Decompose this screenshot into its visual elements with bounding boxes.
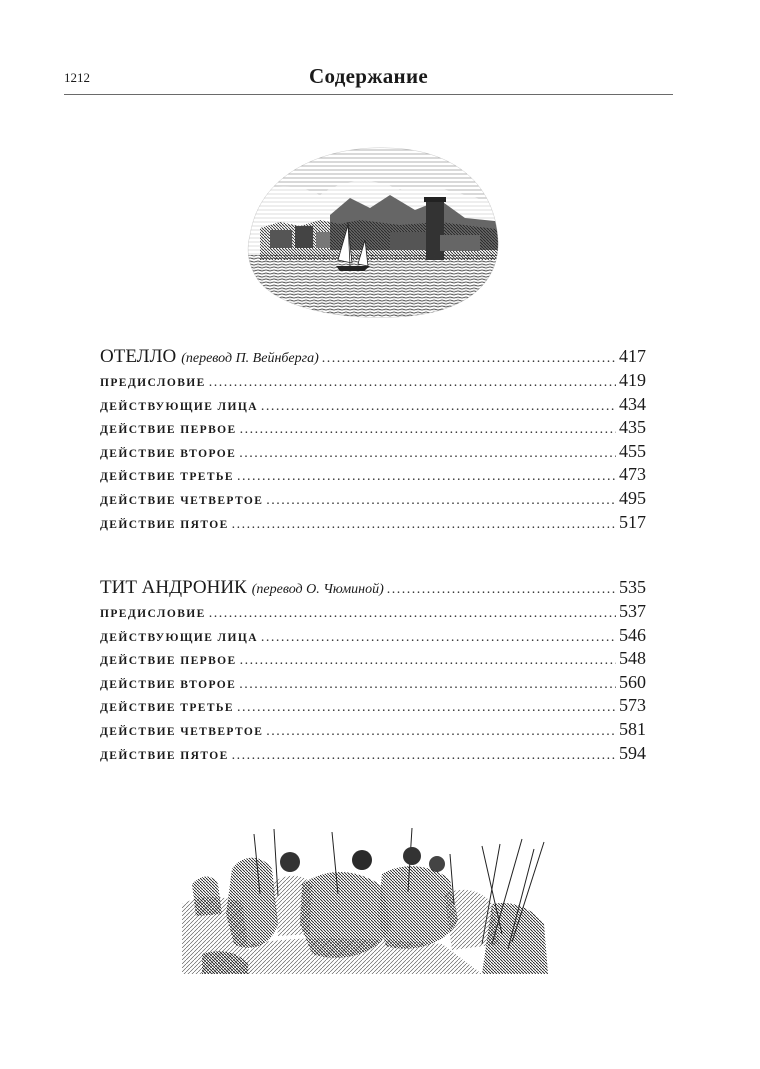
dot-leader xyxy=(387,582,616,598)
page-ref: 417 xyxy=(619,346,646,366)
toc-entry[interactable] xyxy=(100,625,646,649)
page-ref: 573 xyxy=(619,695,646,716)
dot-leader xyxy=(240,653,616,669)
entry-label: ДЕЙСТВИЕ ВТОРОЕ xyxy=(100,447,237,460)
page-ref: 495 xyxy=(619,487,646,508)
dot-leader xyxy=(237,700,616,716)
toc-title-entry[interactable] xyxy=(100,577,646,601)
knights-engraving-image xyxy=(182,824,548,974)
entry-label: ПРЕДИСЛОВИЕ xyxy=(100,608,206,620)
toc-entry[interactable] xyxy=(100,695,646,719)
toc-entry[interactable] xyxy=(100,394,646,418)
page-ref: 517 xyxy=(619,511,646,532)
page-ref: 546 xyxy=(619,624,646,645)
toc-section-othello xyxy=(100,346,646,535)
play-title: ТИТ АНДРОНИК xyxy=(100,577,247,598)
toc-title-entry[interactable] xyxy=(100,346,646,370)
toc-entry[interactable] xyxy=(100,464,646,488)
dot-leader xyxy=(239,446,616,462)
toc-entry[interactable] xyxy=(100,417,646,441)
dot-leader xyxy=(232,748,616,764)
dot-leader xyxy=(266,493,616,509)
page-ref: 560 xyxy=(619,671,646,692)
dot-leader xyxy=(266,724,616,740)
entry-label: ДЕЙСТВИЕ ПЯТОЕ xyxy=(100,518,229,531)
toc-entry[interactable] xyxy=(100,601,646,625)
dot-leader xyxy=(239,677,616,693)
entry-label: ДЕЙСТВИЕ ЧЕТВЕРТОЕ xyxy=(100,494,264,507)
entry-label: ДЕЙСТВИЕ ВТОРОЕ xyxy=(100,678,237,691)
dot-leader xyxy=(209,375,616,391)
page-ref: 435 xyxy=(619,417,646,438)
page-ref: 455 xyxy=(619,440,646,461)
page-ref: 537 xyxy=(619,601,646,621)
entry-label: ДЕЙСТВИЕ ЧЕТВЕРТОЕ xyxy=(100,725,264,738)
toc-entry[interactable] xyxy=(100,672,646,696)
dot-leader xyxy=(261,630,616,646)
page-ref: 548 xyxy=(619,648,646,669)
entry-label: ДЕЙСТВИЕ ПЯТОЕ xyxy=(100,749,229,762)
translator-note: (перевод П. Вейнберга) xyxy=(181,351,319,366)
toc-entry[interactable] xyxy=(100,512,646,536)
dot-leader xyxy=(232,517,616,533)
toc-entry[interactable] xyxy=(100,743,646,767)
toc-entry[interactable] xyxy=(100,441,646,465)
page-ref: 581 xyxy=(619,718,646,739)
entry-label: ДЕЙСТВИЕ ПЕРВОЕ xyxy=(100,424,237,437)
toc-entry[interactable] xyxy=(100,370,646,394)
page-ref: 434 xyxy=(619,393,646,414)
harbor-engraving-image xyxy=(240,140,504,322)
dot-leader xyxy=(322,351,616,367)
page-ref: 535 xyxy=(619,577,646,597)
dot-leader xyxy=(240,422,616,438)
entry-label: ДЕЙСТВУЮЩИЕ ЛИЦА xyxy=(100,631,258,644)
play-title: ОТЕЛЛО xyxy=(100,346,177,367)
toc-entry[interactable] xyxy=(100,719,646,743)
entry-label: ДЕЙСТВИЕ ТРЕТЬЕ xyxy=(100,471,234,484)
toc-entry[interactable] xyxy=(100,488,646,512)
page-number: 1212 xyxy=(64,70,90,85)
page-ref: 473 xyxy=(619,464,646,485)
entry-label: ДЕЙСТВУЮЩИЕ ЛИЦА xyxy=(100,400,258,413)
dot-leader xyxy=(209,606,616,622)
dot-leader xyxy=(237,469,616,485)
entry-label: ПРЕДИСЛОВИЕ xyxy=(100,377,206,389)
toc-entry[interactable] xyxy=(100,648,646,672)
page-ref: 594 xyxy=(619,742,646,763)
entry-label: ДЕЙСТВИЕ ПЕРВОЕ xyxy=(100,655,237,668)
page-header xyxy=(64,60,673,95)
running-title: Содержание xyxy=(309,64,428,88)
dot-leader xyxy=(261,399,616,415)
translator-note: (перевод О. Чюминой) xyxy=(251,582,384,597)
entry-label: ДЕЙСТВИЕ ТРЕТЬЕ xyxy=(100,702,234,715)
page-ref: 419 xyxy=(619,370,646,390)
toc-section-titus-andronicus xyxy=(100,577,646,766)
